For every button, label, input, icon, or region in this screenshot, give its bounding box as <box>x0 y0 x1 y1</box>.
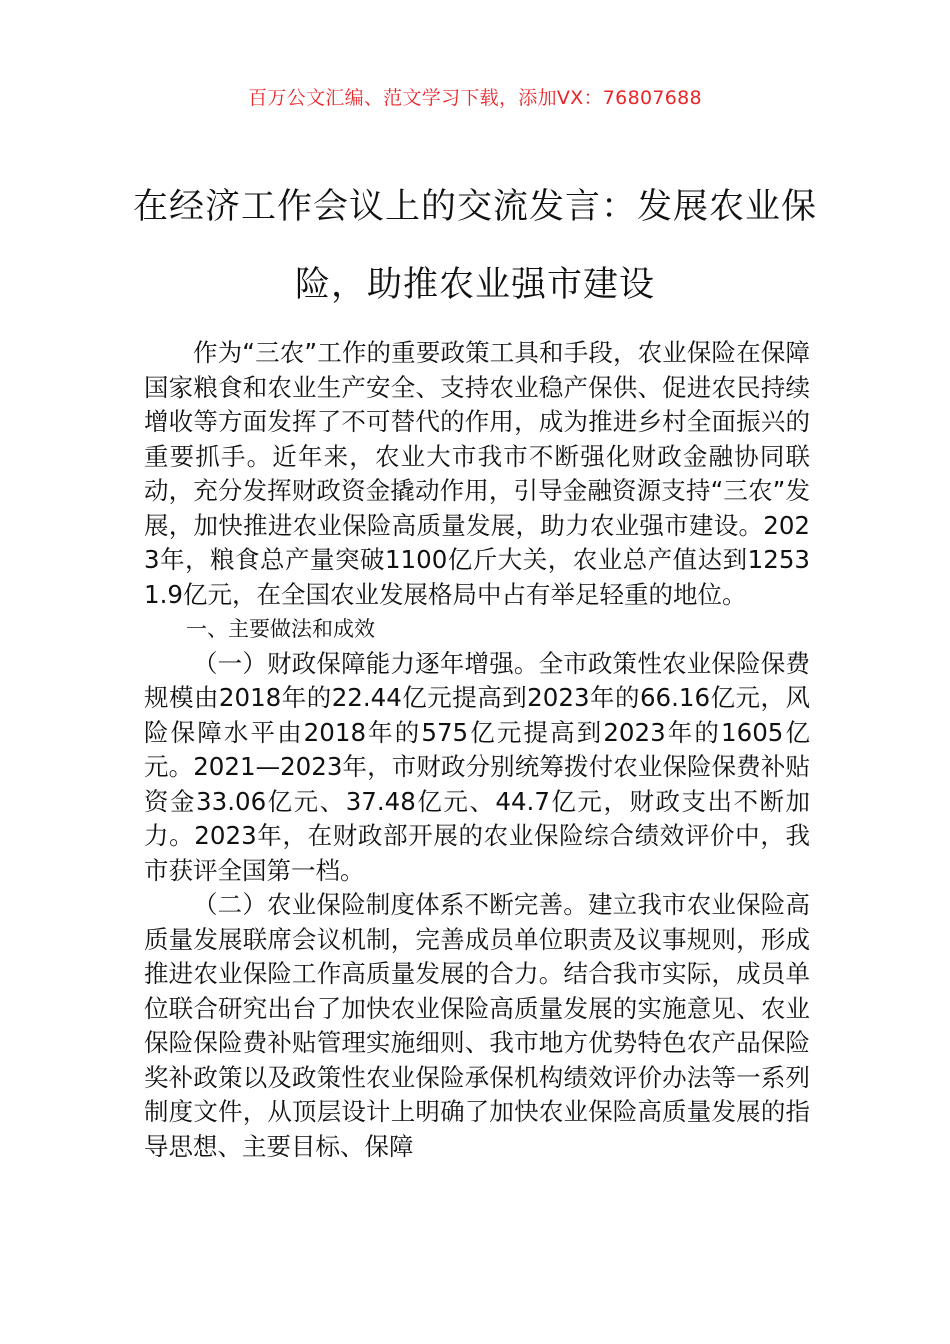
body-paragraph: （二）农业保险制度体系不断完善。建立我市农业保险高质量发展联席会议机制，完善成员单位职责及议事规则，形成推进农业保险工作高质量发展的合力。结合我市实际，成员单位联合研究出台了加快农业保险高质量发展的实施意见、农业保险保险费补贴管理实施细则、我市地方优势特色农产品保险奖补政策以及政策性农业保险承保机构绩效评价办法等一系列制度文件，从顶层设计上明确了加快农业保险高质量发展的指导思想、主要目标、保障 <box>144 890 810 1161</box>
body-paragraph: （一）财政保障能力逐年增强。全市政策性农业保险保费规模由2018年的22.44亿元提高到2023年的66.16亿元，风险保障水平由2018年的575亿元提高到2023年的1605亿元。2021—2023年，市财政分别统筹拨付农业保险保费补贴资金33.06亿元、37.48亿元、44.7亿元，财政支出不断加力。2023年，在财政部开展的农业保险综合绩效评价中，我市获评全国第一档。 <box>144 648 810 885</box>
document-body <box>144 336 810 1164</box>
section-heading: 一、主要做法和成效 <box>186 617 375 641</box>
document-title: 在经济工作会议上的交流发言：发展农业保险，助推农业强市建设 <box>132 187 817 305</box>
header-note: 百万公文汇编、范文学习下载，添加VX：76807688 <box>248 87 702 109</box>
intro-paragraph: 作为“三农”工作的重要政策工具和手段，农业保险在保障国家粮食和农业生产安全、支持农业稳产保供、促进农民持续增收等方面发挥了不可替代的作用，成为推进乡村全面振兴的重要抓手。近年来，农业大市我市不断强化财政金融协同联动，充分发挥财政资金撬动作用，引导金融资源支持“三农”发展，加快推进农业保险高质量发展，助力农业强市建设。2023年，粮食总产量突破1100亿斤大关，农业总产值达到12531.9亿元，在全国农业发展格局中占有举足轻重的地位。 <box>144 338 810 609</box>
